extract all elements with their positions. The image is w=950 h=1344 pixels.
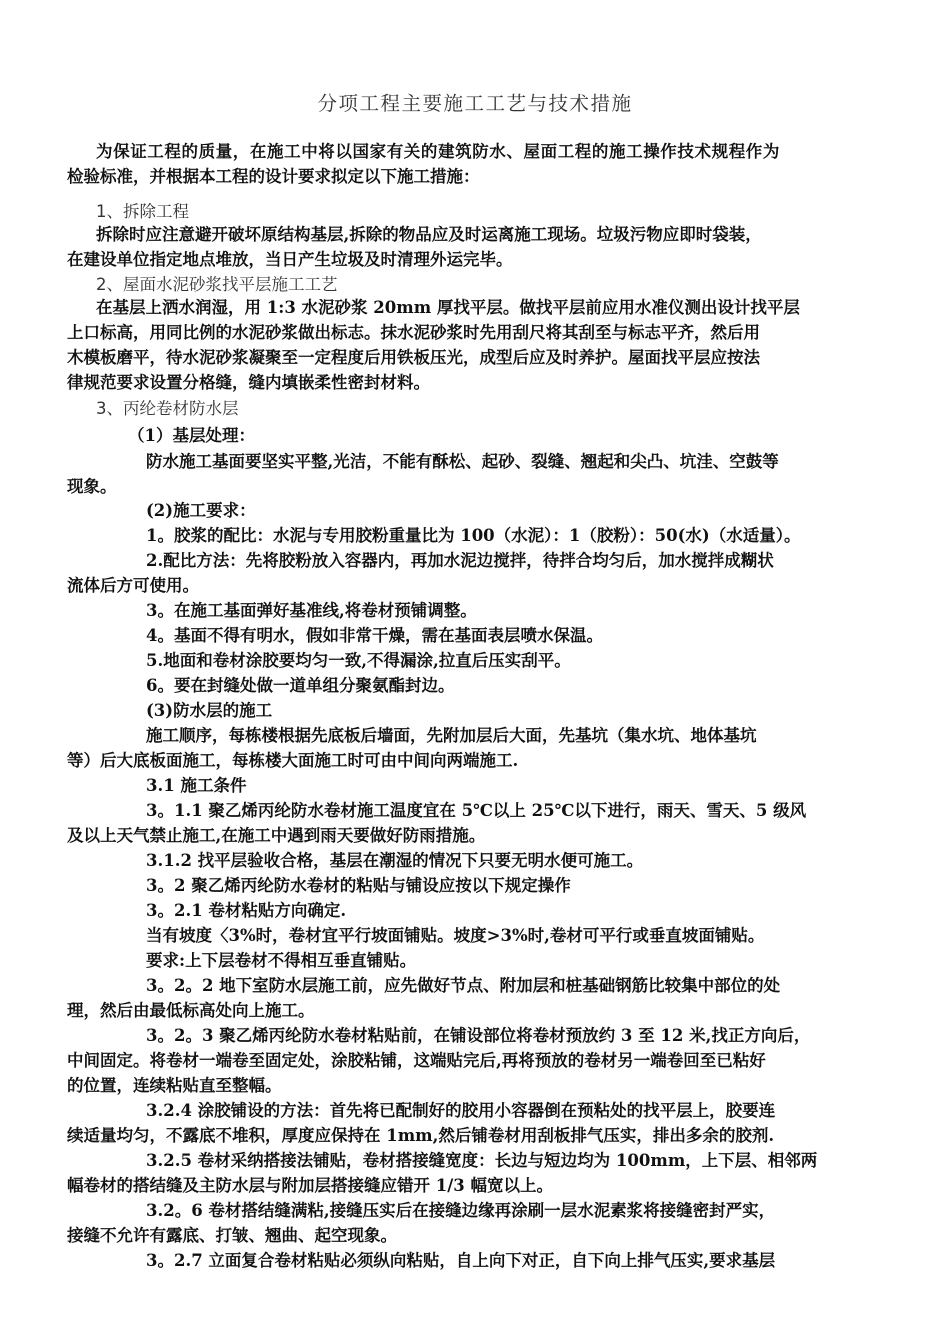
paragraph-line: 3.1.2 找平层验收合格，基层在潮湿的情况下只要无明水便可施工。 [146, 851, 644, 870]
section-heading: 1、拆除工程 [96, 202, 189, 221]
paragraph-line: 现象。 [67, 477, 117, 496]
paragraph-line: 接缝不允许有露底、打皱、翘曲、起空现象。 [67, 1226, 397, 1245]
subsection-heading: (2)施工要求： [146, 501, 256, 520]
paragraph-line: 3。1.1 聚乙烯丙纶防水卷材施工温度宜在 5℃以上 25℃以下进行，雨天、雪天、5 级风 [146, 801, 807, 820]
paragraph-line: 在建设单位指定地点堆放，当日产生垃圾及时清理外运完毕。 [67, 250, 513, 269]
paragraph-line: 1。胶浆的配比：水泥与专用胶粉重量比为 100（水泥）：1（胶粉）：50(水)（水适量）。 [146, 526, 801, 545]
paragraph-line: 3。在施工基面弹好基准线,将卷材预铺调整。 [146, 601, 477, 620]
paragraph-line: 拆除时应注意避开破坏原结构基层,拆除的物品应及时运离施工现场。垃圾污物应即时袋装， [96, 225, 762, 244]
paragraph-line: 在基层上洒水润湿，用 1:3 水泥砂浆 20mm 厚找平层。做找平层前应用水准仪测出设计找平层 [96, 298, 800, 317]
paragraph-line: 律规范要求设置分格缝，缝内填嵌柔性密封材料。 [67, 373, 430, 392]
paragraph-line: 3.2.5 卷材采纳搭接法铺贴，卷材搭接缝宽度：长边与短边均为 100mm，上下层、相邻两 [146, 1151, 818, 1170]
intro-line: 为保证工程的质量，在施工中将以国家有关的建筑防水、屋面工程的施工操作技术规程作为 [96, 142, 780, 161]
section-heading: 2、屋面水泥砂浆找平层施工工艺 [96, 275, 338, 294]
paragraph-line: 理，然后由最低标高处向上施工。 [67, 1001, 315, 1020]
paragraph-line: 上口标高，用同比例的水泥砂浆做出标志。抹水泥砂浆时先用刮尺将其刮至与标志平齐，然后用 [67, 323, 760, 342]
intro-line: 检验标准，并根据本工程的设计要求拟定以下施工措施： [67, 167, 480, 186]
paragraph-line: 3。2.7 立面复合卷材粘贴必须纵向粘贴，自上向下对正，自下向上排气压实,要求基层 [146, 1251, 776, 1270]
paragraph-line: 6。要在封缝处做一道单组分聚氨酯封边。 [146, 676, 455, 695]
paragraph-line: 中间固定。将卷材一端卷至固定处，涂胶粘铺，这端贴完后,再将预放的卷材另一端卷回至已粘好 [67, 1051, 766, 1070]
paragraph-line: 流体后方可使用。 [67, 576, 199, 595]
paragraph-line: 幅卷材的搭结缝及主防水层与附加层搭接缝应错开 1/3 幅宽以上。 [67, 1176, 553, 1195]
subsection-heading: 3.1 施工条件 [146, 776, 247, 795]
paragraph-line: 2.配比方法：先将胶粉放入容器内，再加水泥边搅拌，待拌合均匀后，加水搅拌成糊状 [146, 551, 774, 570]
document-title: 分项工程主要施工工艺与技术措施 [317, 92, 633, 115]
paragraph-line: 当有坡度〈3%时，卷材宜平行坡面铺贴。坡度>3%时,卷材可平行或垂直坡面铺贴。 [146, 926, 765, 945]
paragraph-line: 木模板磨平，待水泥砂浆凝聚至一定程度后用铁板压光，成型后应及时养护。屋面找平层应按法 [67, 348, 760, 367]
subsection-heading: （1）基层处理： [128, 426, 255, 445]
paragraph-line: 3。2.1 卷材粘贴方向确定. [146, 901, 347, 920]
paragraph-line: 3.2。6 卷材搭结缝满粘,接缝压实后在接缝边缘再涂刷一层水泥素浆将接缝密封严实， [146, 1201, 776, 1220]
paragraph-line: 及以上天气禁止施工,在施工中遇到雨天要做好防雨措施。 [67, 826, 486, 845]
paragraph-line: 施工顺序，每栋楼根据先底板后墙面，先附加层后大面，先基坑（集水坑、地体基坑 [146, 726, 757, 745]
paragraph-line: 防水施工基面要坚实平整,光洁，不能有酥松、起砂、裂缝、翘起和尖凸、坑洼、空鼓等 [146, 452, 779, 471]
paragraph-line: 4。基面不得有明水，假如非常干燥，需在基面表层喷水保温。 [146, 626, 603, 645]
paragraph-line: 5.地面和卷材涂胶要均匀一致,不得漏涂,拉直后压实刮平。 [146, 651, 571, 670]
paragraph-line: 续适量均匀，不露底不堆积，厚度应保持在 1mm,然后铺卷材用刮板排气压实，排出多余的胶剂. [67, 1126, 775, 1145]
paragraph-line: 3。2。2 地下室防水层施工前，应先做好节点、附加层和桩基础钢筋比较集中部位的处 [146, 976, 781, 995]
subsection-heading: (3)防水层的施工 [146, 701, 273, 720]
section-heading: 3、丙纶卷材防水层 [96, 399, 239, 418]
paragraph-line: 3。2 聚乙烯丙纶防水卷材的粘贴与铺设应按以下规定操作 [146, 876, 571, 895]
paragraph-line: 3.2.4 涂胶铺设的方法：首先将已配制好的胶用小容器倒在预粘处的找平层上，胶要连 [146, 1101, 776, 1120]
paragraph-line: 等）后大底板面施工，每栋楼大面施工时可由中间向两端施工. [67, 751, 519, 770]
paragraph-line: 要求:上下层卷材不得相互垂直铺贴。 [146, 951, 417, 970]
paragraph-line: 的位置，连续粘贴直至整幅。 [67, 1076, 282, 1095]
paragraph-line: 3。2。3 聚乙烯丙纶防水卷材粘贴前，在铺设部位将卷材预放约 3 至 12 米,找正方向后， [146, 1026, 811, 1045]
